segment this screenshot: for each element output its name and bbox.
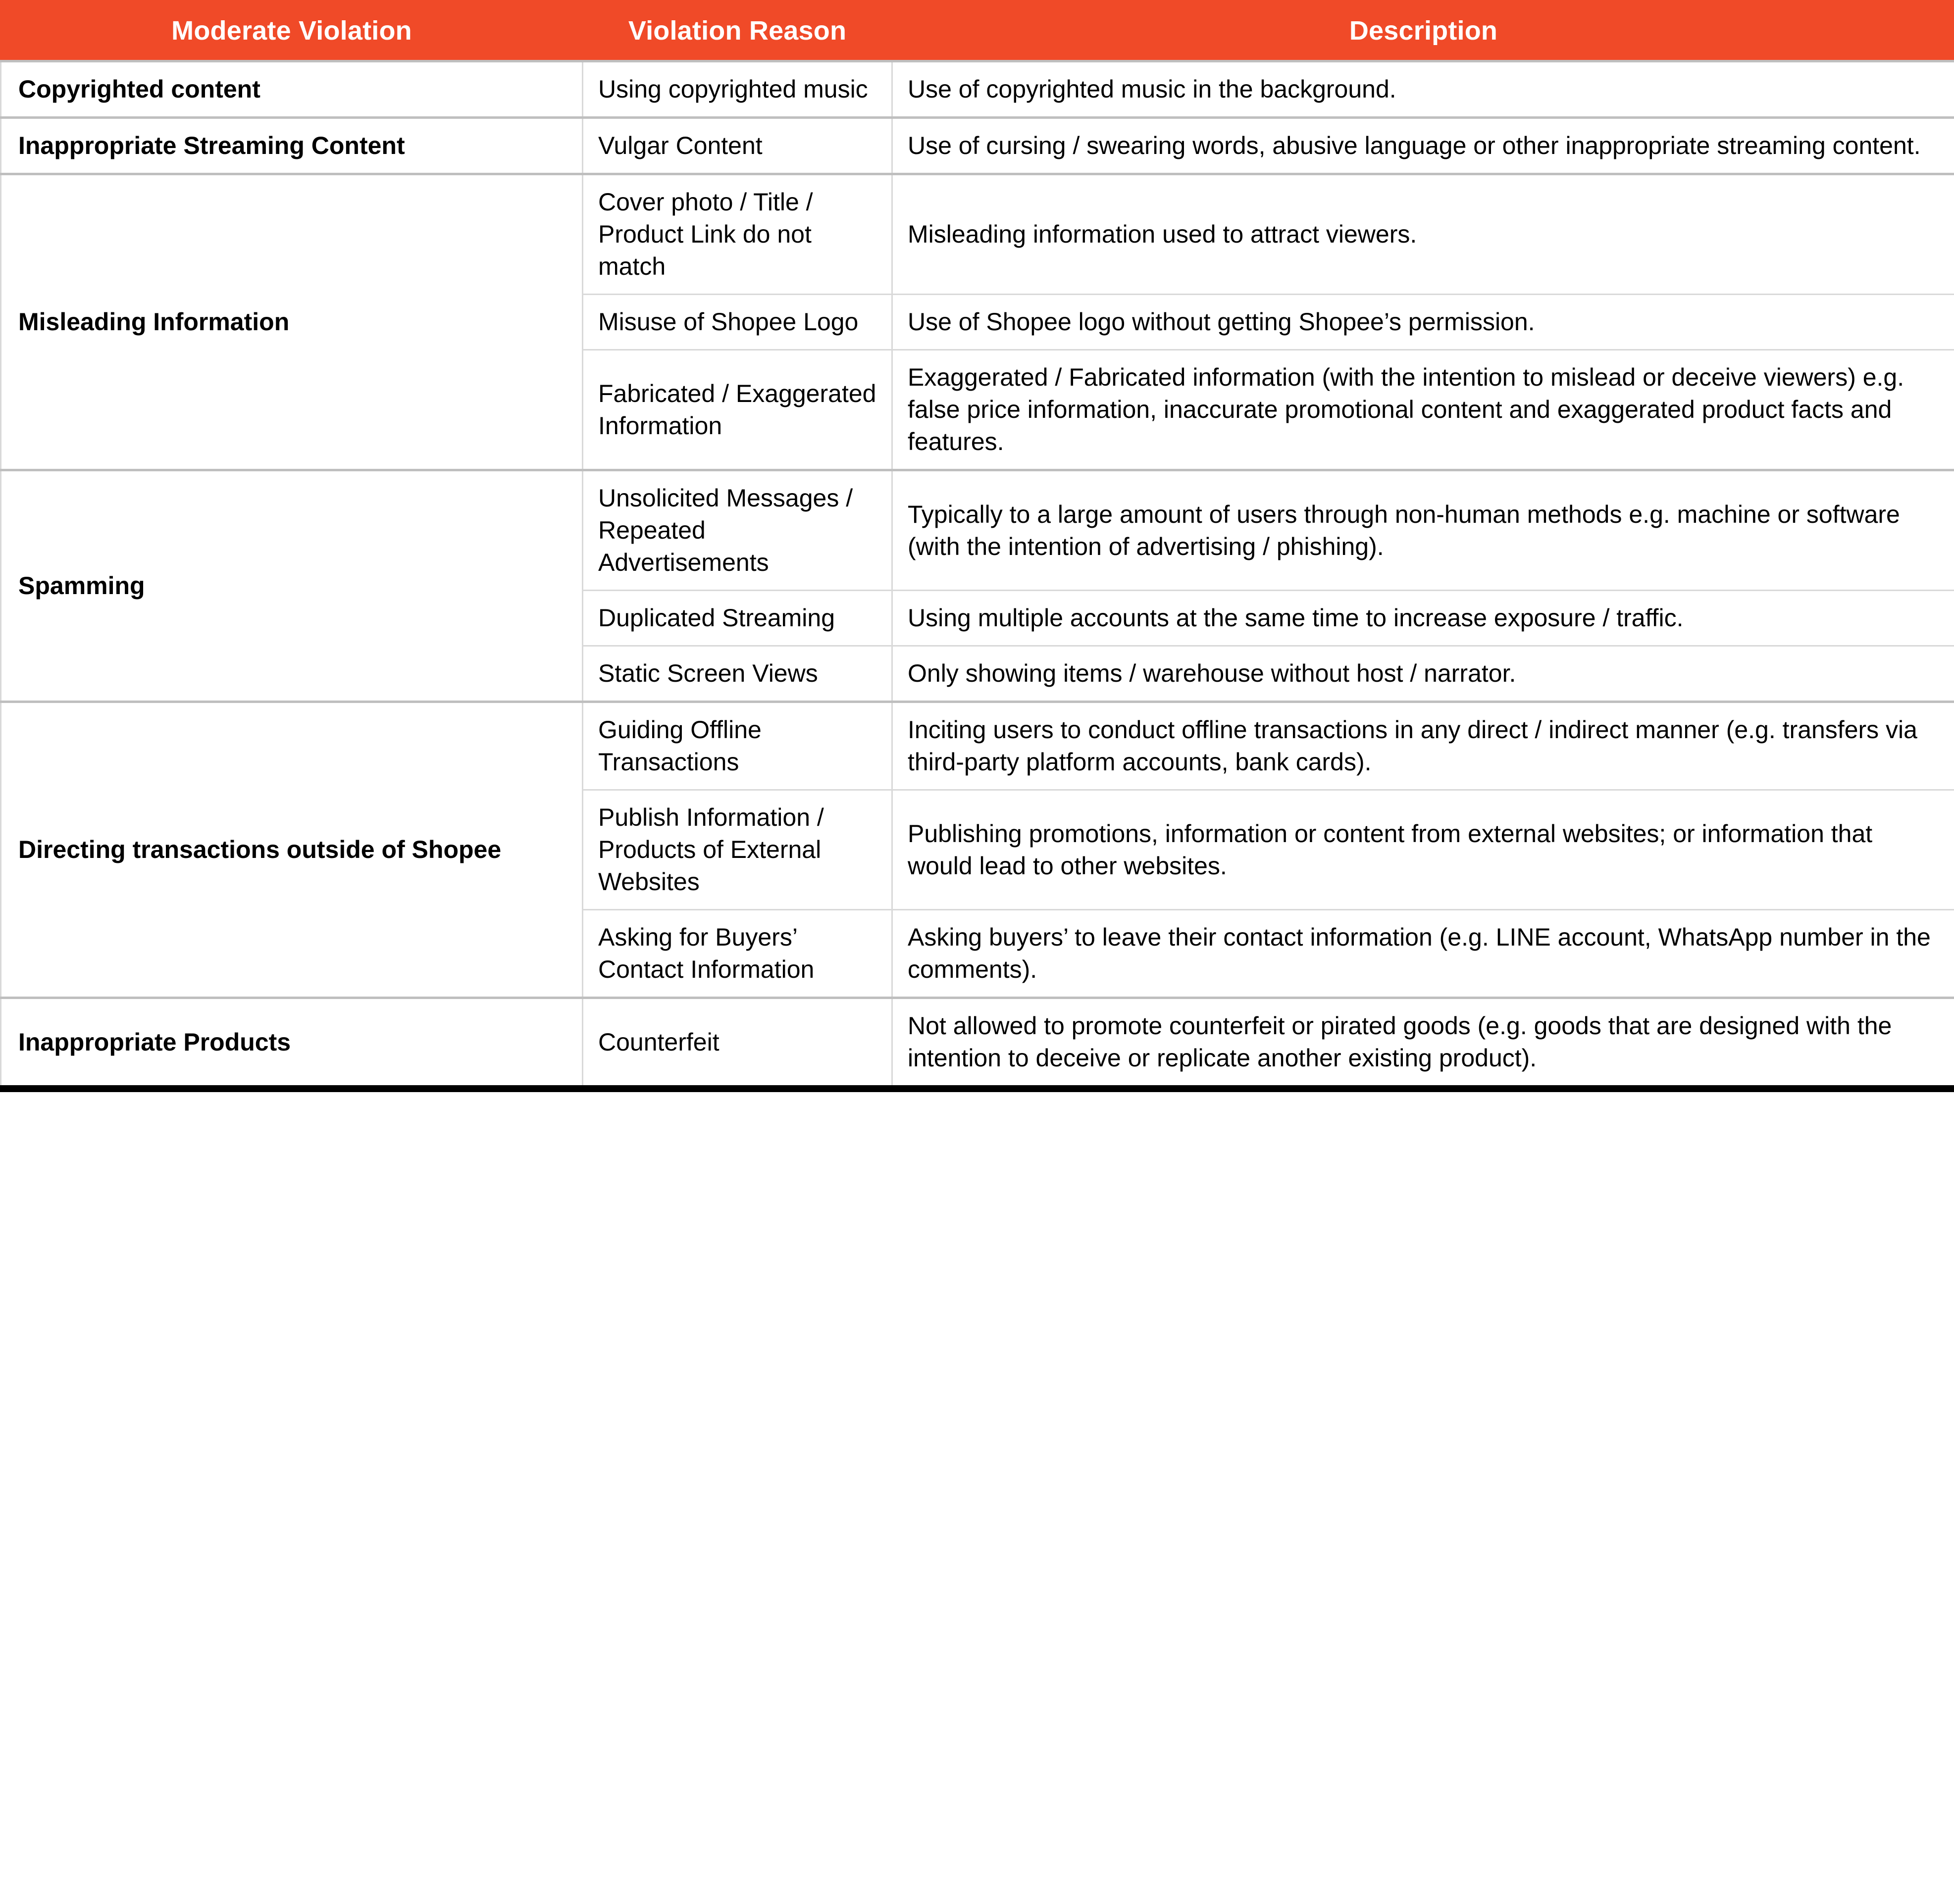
violation-description-cell: Not allowed to promote counterfeit or pirated goods (e.g. goods that are designed with the intention to deceive or replicate another existing product). xyxy=(892,998,1954,1089)
table-row xyxy=(1,702,1954,790)
table-header xyxy=(1,1,1954,61)
column-header-moderate-violation: Moderate Violation xyxy=(1,1,583,61)
violation-category-cell: Spamming xyxy=(1,470,583,702)
table-row xyxy=(1,998,1954,1089)
column-header-violation-reason: Violation Reason xyxy=(583,1,892,61)
violation-description-cell: Misleading information used to attract viewers. xyxy=(892,174,1954,295)
table-row xyxy=(1,118,1954,174)
violation-category-cell: Misleading Information xyxy=(1,174,583,470)
violation-reason-cell: Unsolicited Messages / Repeated Advertisements xyxy=(583,470,892,591)
violation-description-cell: Inciting users to conduct offline transactions in any direct / indirect manner (e.g. transfers via third-party platform accounts, bank cards). xyxy=(892,702,1954,790)
violation-reason-cell: Publish Information / Products of External Websites xyxy=(583,790,892,910)
violation-description-cell: Only showing items / warehouse without host / narrator. xyxy=(892,646,1954,702)
violation-description-cell: Typically to a large amount of users through non-human methods e.g. machine or software (with the intention of advertising / phishing). xyxy=(892,470,1954,591)
violation-reason-cell: Vulgar Content xyxy=(583,118,892,174)
violation-reason-cell: Using copyrighted music xyxy=(583,61,892,118)
violation-reason-cell: Static Screen Views xyxy=(583,646,892,702)
violation-reason-cell: Asking for Buyers’ Contact Information xyxy=(583,910,892,998)
violation-description-cell: Use of cursing / swearing words, abusive language or other inappropriate streaming content. xyxy=(892,118,1954,174)
column-header-description: Description xyxy=(892,1,1954,61)
violation-description-cell: Use of copyrighted music in the background. xyxy=(892,61,1954,118)
violation-description-cell: Asking buyers’ to leave their contact information (e.g. LINE account, WhatsApp number in the comments). xyxy=(892,910,1954,998)
violation-reason-cell: Misuse of Shopee Logo xyxy=(583,295,892,350)
violation-category-cell: Inappropriate Streaming Content xyxy=(1,118,583,174)
violation-category-cell: Inappropriate Products xyxy=(1,998,583,1089)
table-row xyxy=(1,61,1954,118)
table-header-row xyxy=(1,1,1954,61)
table-row xyxy=(1,470,1954,591)
violation-description-cell: Using multiple accounts at the same time to increase exposure / traffic. xyxy=(892,591,1954,646)
violation-reason-cell: Cover photo / Title / Product Link do not match xyxy=(583,174,892,295)
violation-category-cell: Directing transactions outside of Shopee xyxy=(1,702,583,998)
violation-description-cell: Use of Shopee logo without getting Shopee’s permission. xyxy=(892,295,1954,350)
violation-reason-cell: Fabricated / Exaggerated Information xyxy=(583,350,892,470)
table-row xyxy=(1,174,1954,295)
violation-category-cell: Copyrighted content xyxy=(1,61,583,118)
table-body xyxy=(1,61,1954,1089)
violation-reason-cell: Guiding Offline Transactions xyxy=(583,702,892,790)
violation-description-cell: Publishing promotions, information or content from external websites; or information that would lead to other websites. xyxy=(892,790,1954,910)
violation-reason-cell: Counterfeit xyxy=(583,998,892,1089)
violation-description-cell: Exaggerated / Fabricated information (with the intention to mislead or deceive viewers) e.g. false price information, inaccurate promotional content and exaggerated product facts and features. xyxy=(892,350,1954,470)
violation-reason-cell: Duplicated Streaming xyxy=(583,591,892,646)
